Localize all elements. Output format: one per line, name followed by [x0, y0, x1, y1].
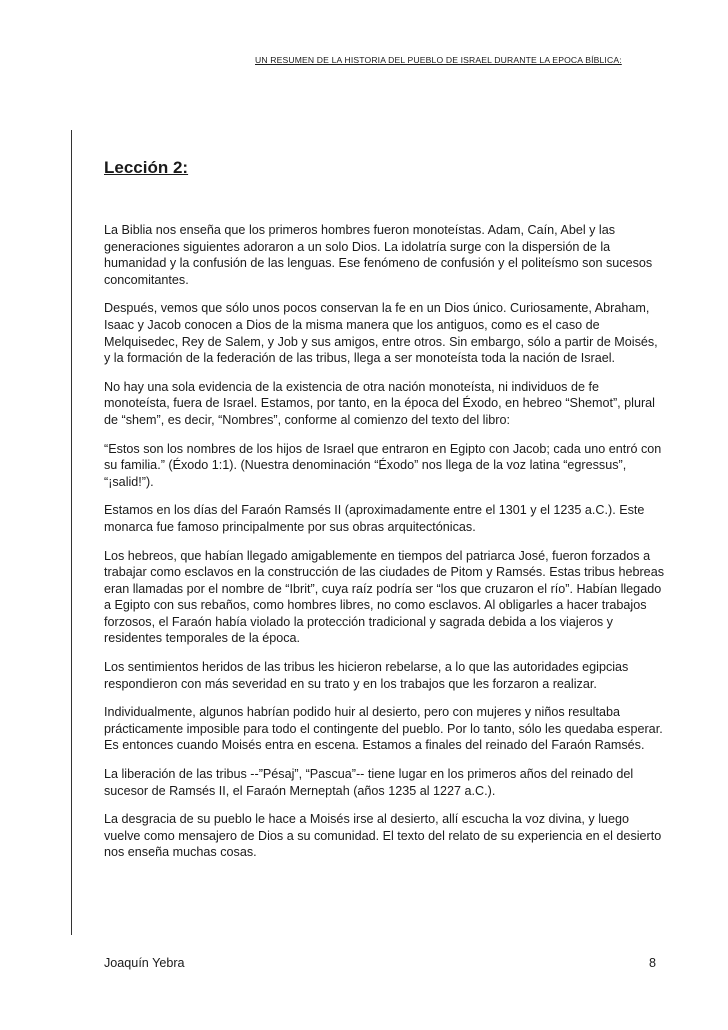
- paragraph: Después, vemos que sólo unos pocos conservan la fe en un Dios único. Curiosamente, Abraham, Isaac y Jacob conocen a Dios de la misma manera que los antiguos, como es el caso de Melquisedec, Rey de Salem, y Job y sus amigos, entre otros. Sin embargo, sólo a partir de Moisés, y la formación de la federación de las tribus, llega a ser monoteísta toda la nación de Israel.: [104, 301, 658, 366]
- paragraph: “Estos son los nombres de los hijos de Israel que entraron en Egipto con Jacob; cada uno entró con su familia.” (Éxodo 1:1). (Nuestra denominación “Éxodo” nos llega de la voz latina “egressus”, “¡salid!”).: [104, 441, 662, 489]
- paragraph: Individualmente, algunos habrían podido huir al desierto, pero con mujeres y niños resultaba prácticamente imposible para todo el contingente del pueblo. Por lo tanto, sólo les quedaba esperar. Es entonces cuando Moisés entra en escena. Estamos a finales del reinado del Faraón Ramsés.: [104, 705, 663, 753]
- paragraph: Los hebreos, que habían llegado amigablemente en tiempos del patriarca José, fueron forzados a trabajar como esclavos en la construcción de las ciudades de Pitom y Ramsés. Estas tribus hebreas eran llamadas por el nombre de “Ibrit”, cuya raíz podría ser “los que cruzaron el río”. Habían llegado a Egipto con sus rebaños, como hombres libres, no como esclavos. Al obligarles a hacer trabajos forzosos, el Faraón había violado la protección tradicional y sagrada debida a los viajeros y residentes temporales de la época.: [104, 548, 664, 646]
- lesson-title: Lección 2:: [104, 158, 189, 177]
- margin-rule: [71, 130, 72, 935]
- paragraph: Estamos en los días del Faraón Ramsés II (aproximadamente entre el 1301 y el 1235 a.C.). Este monarca fue famoso principalmente por sus obras arquitectónicas.: [104, 503, 645, 534]
- page-number: 8: [648, 956, 656, 970]
- paragraph: La desgracia de su pueblo le hace a Moisés irse al desierto, allí escucha la voz divina, y luego vuelve como mensajero de Dios a su comunidad. El texto del relato de su experiencia en el desierto nos enseña muchas cosas.: [104, 812, 662, 860]
- paragraph: Los sentimientos heridos de las tribus les hicieron rebelarse, a lo que las autoridades egipcias respondieron con más severidad en su trato y en los trabajos que les forzaron a realizar.: [104, 660, 629, 691]
- paragraph: La liberación de las tribus --”Pésaj”, “Pascua”-- tiene lugar en los primeros años del reinado del sucesor de Ramsés II, el Faraón Merneptah (años 1235 al 1227 a.C.).: [104, 767, 634, 798]
- paragraph: No hay una sola evidencia de la existencia de otra nación monoteísta, ni individuos de fe monoteísta, fuera de Israel. Estamos, por tanto, en la época del Éxodo, en hebreo “Shemot”, plural de “shem”, es decir, “Nombres”, conforme al comienzo del texto del libro:: [104, 379, 655, 427]
- footer-author: Joaquín Yebra: [104, 956, 185, 970]
- paragraph: La Biblia nos enseña que los primeros hombres fueron monoteístas. Adam, Caín, Abel y las generaciones siguientes adoraron a un solo Dios. La idolatría surge con la dispersión de la humanidad y la confusión de las lenguas. Ese fenómeno de confusión y el politeísmo son sucesos concomitantes.: [104, 223, 653, 287]
- document-body: [104, 222, 664, 873]
- running-header: UN RESUMEN DE LA HISTORIA DEL PUEBLO DE ISRAEL DURANTE LA EPOCA BÍBLICA:: [255, 55, 622, 65]
